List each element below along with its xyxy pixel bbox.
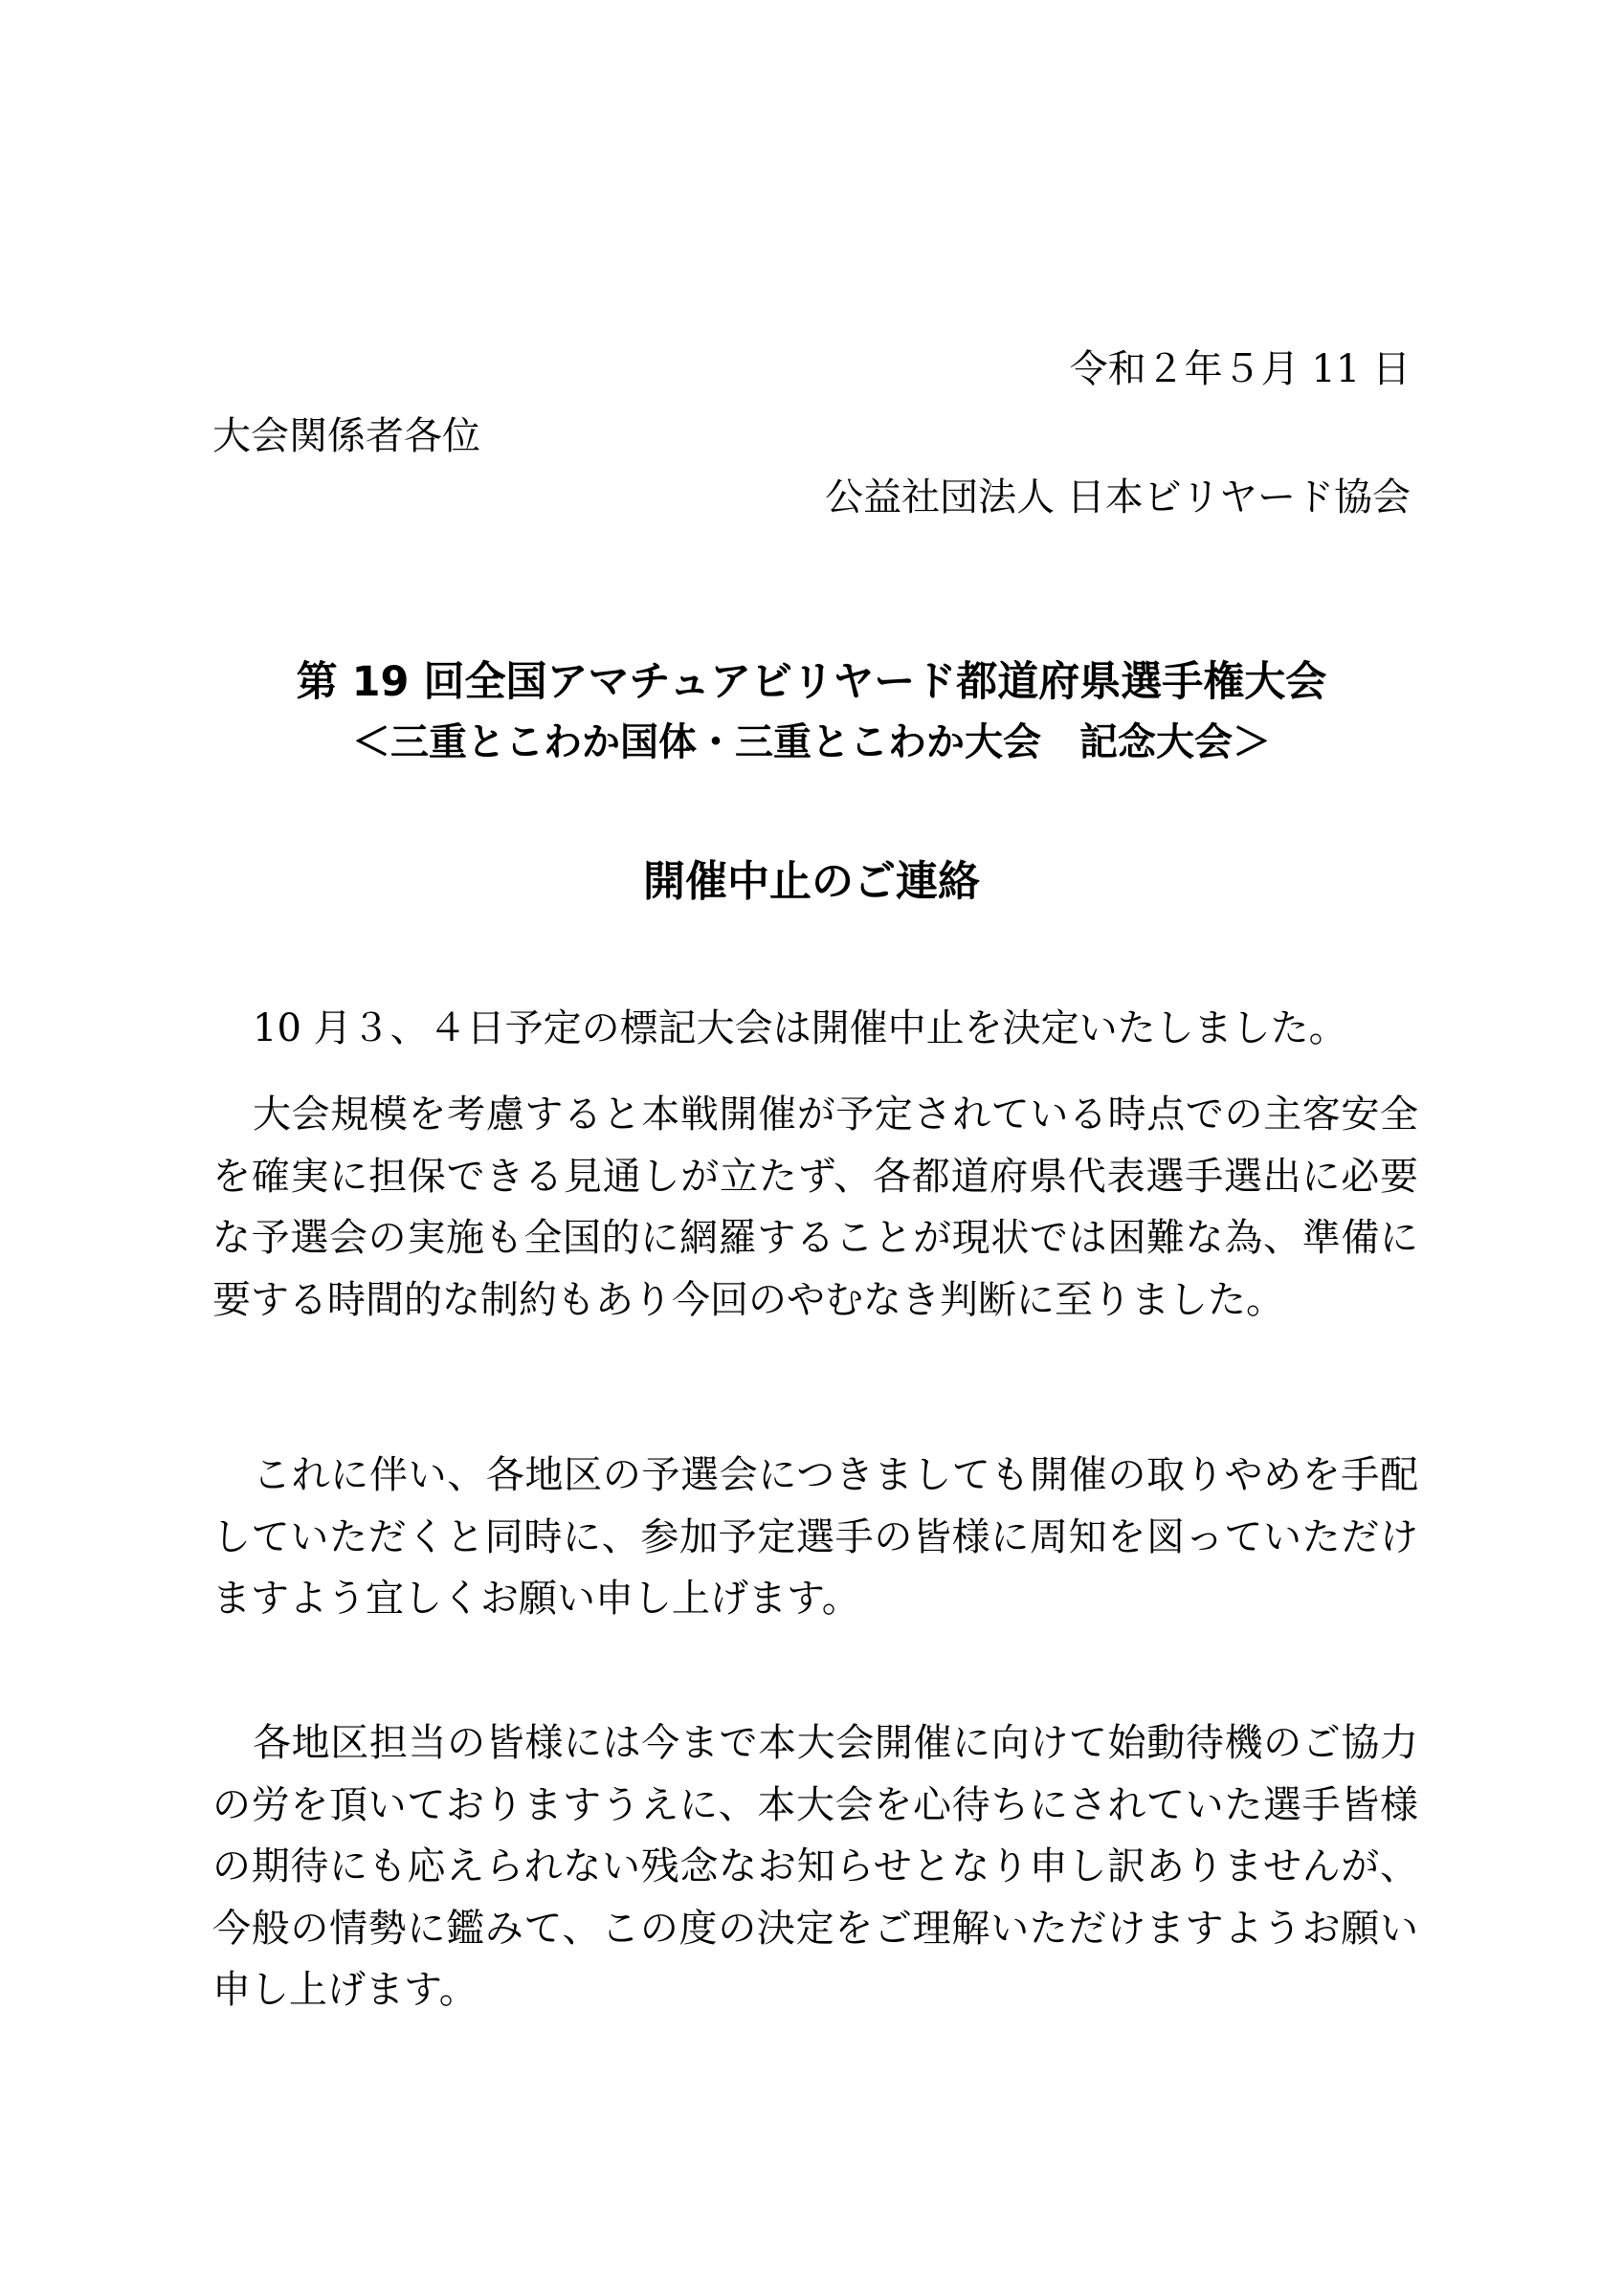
paragraph-cancellation: 10 月３、４日予定の標記大会は開催中止を決定いたしました。	[253, 1006, 1347, 1050]
recipient-line: 大会関係者各位	[212, 414, 480, 458]
paragraph-reason: 大会規模を考慮すると本戦開催が予定されている時点での主客安全を確実に担保できる見通しが立たず、各都道府県代表選手選出に必要な予選会の実施も全国的に網羅することが現状では困難な為、準備に要する時間的な制約もあり今回のやむなき判断に至りました。	[212, 1093, 1418, 1322]
event-title: 第 19 回全国アマチュアビリヤード都道府県選手権大会	[296, 658, 1327, 706]
document-date: 令和２年５月 11 日	[1069, 347, 1411, 391]
sender-organization: 公益社団法人 日本ビリヤード協会	[825, 475, 1411, 519]
paragraph-regional-qualifiers: これに伴い、各地区の予選会につきましても開催の取りやめを手配していただくと同時に、参加予定選手の皆様に周知を図っていただけますよう宜しくお願い申し上げます。	[212, 1453, 1418, 1621]
notice-heading: 開催中止のご連絡	[643, 857, 980, 906]
event-subtitle: ＜三重とこわか国体・三重とこわか大会 記念大会＞	[352, 720, 1271, 764]
paragraph-apology: 各地区担当の皆様には今まで本大会開催に向けて始動待機のご協力の労を頂いておりますうえに、本大会を心待ちにされていた選手皆様の期待にも応えられない残念なお知らせとなり申し訳ありませんが、今般の情勢に鑑みて、この度の決定をご理解いただけますようお願い申し上げます。	[212, 1721, 1418, 2012]
